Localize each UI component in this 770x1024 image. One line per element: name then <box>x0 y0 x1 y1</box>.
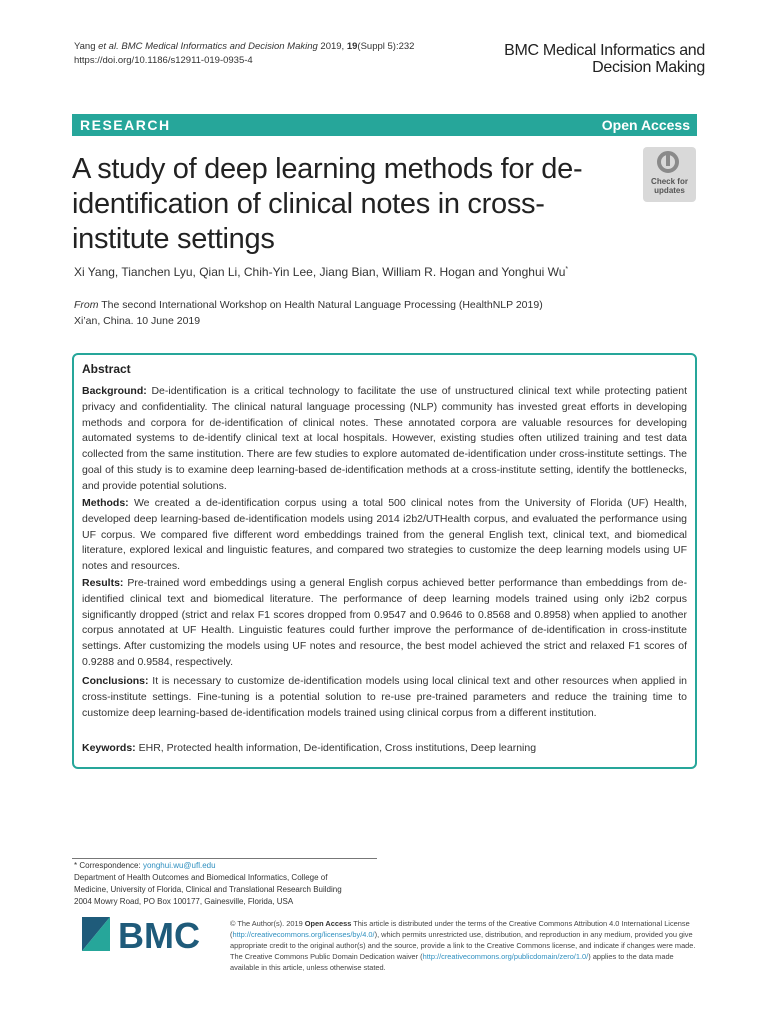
license-text <box>230 918 700 973</box>
from-text: The second International Workshop on Health Natural Language Processing (HealthNLP 2019) <box>101 299 543 311</box>
section-bar <box>72 114 697 136</box>
correspondence-block <box>74 860 394 908</box>
bookmark-flag-icon <box>666 154 670 166</box>
conclusions-text: It is necessary to customize de-identification models using local clinical text and other resources when applied in cross-institute settings. Fine-tuning is a potential solution to re-use pre-trained parameters and reduce the training time to customize deep learning-based de-identification models trained using clinical corpus from a different institution. <box>82 675 687 719</box>
citation-line <box>74 40 414 54</box>
abstract-background <box>82 384 687 495</box>
correspondence-email-link[interactable]: yonghui.wu@ufl.edu <box>142 861 216 870</box>
conclusions-label: Conclusions: <box>82 675 149 687</box>
bmc-logo-text: BMC <box>118 915 200 955</box>
abstract-keywords <box>82 741 687 757</box>
affiliation-line1: Department of Health Outcomes and Biomedical Informatics, College of <box>74 873 328 882</box>
author-list <box>74 265 568 279</box>
correspondence-label: * Correspondence: <box>74 861 141 870</box>
keywords-text: EHR, Protected health information, De-identification, Cross institutions, Deep learning <box>138 742 537 754</box>
methods-label: Methods: <box>82 497 129 509</box>
citation-issue: (Suppl 5):232 <box>357 41 415 52</box>
citation-journal: BMC Medical Informatics and Decision Making <box>121 41 318 52</box>
check-for-updates-badge[interactable] <box>643 147 696 202</box>
background-text: De-identification is a critical technology to facilitate the use of unstructured clinical text while protecting patient privacy and confidentiality. The clinical natural language processing (NLP) community has invested great efforts in developing methods and corpora for de-identification of clinical notes. These annotated corpora are valuable resources for developing automated systems to de-identify clinical text at local hospitals. However, existing studies often utilized training and test data collected from the same institution. There are few studies to explore automated de-identification under cross-institute settings. The goal of this study is to examine deep learning-based de-identification methods at a cross-institute setting, identify the bottlenecks, and provide potential solutions. <box>82 385 688 492</box>
citation-et-al: et al. <box>98 41 119 52</box>
license-copyright: © The Author(s). 2019 <box>230 919 303 928</box>
abstract-results <box>82 576 687 671</box>
affiliation-line3: 2004 Mowry Road, PO Box 100177, Gainesville, Florida, USA <box>74 897 294 906</box>
abstract-conclusions <box>82 674 687 721</box>
check-updates-line1: Check for <box>651 177 688 186</box>
background-label: Background: <box>82 385 147 397</box>
citation-block <box>74 40 414 68</box>
citation-year: 2019, <box>320 41 345 52</box>
journal-name-line2: Decision Making <box>592 59 705 76</box>
methods-text: We created a de-identification corpus using a total 500 clinical notes from the University of Florida (UF) Health, developed deep learning-based de-identification models using 2014 i2b2/UTHealth corpus, and evaluated the performance using UF corpus. We compared five different word embeddings trained from the general English text, clinical text, and biomedical literature, explored lexical and linguistic features, and compared two strategies to customize the deep learning models using UF notes and resources. <box>82 497 687 573</box>
doi-link[interactable]: https://doi.org/10.1186/s12911-019-0935-4 <box>74 55 253 66</box>
journal-name <box>490 42 705 76</box>
check-updates-line2: updates <box>654 185 685 195</box>
license-cc-by-link[interactable]: http://creativecommons.org/licenses/by/4.0/ <box>232 930 375 939</box>
license-cc-zero-link[interactable]: http://creativecommons.org/publicdomain/zero/1.0/ <box>422 952 589 961</box>
check-updates-text <box>643 178 696 195</box>
abstract-methods <box>82 496 687 575</box>
footnote-rule <box>72 858 377 859</box>
section-label: RESEARCH <box>80 117 171 133</box>
from-label: From <box>74 299 99 311</box>
license-text-part3: ) applies to the data made available in this article, unless otherwise stated. <box>230 952 674 972</box>
abstract-heading: Abstract <box>82 362 131 376</box>
results-text: Pre-trained word embeddings using a general English corpus achieved better performance than embeddings from de-identified clinical text and biomedical literature. The performance of deep learning models trained using only i2b2 corpus significantly dropped (strict and relax F1 scores dropped from 0.9547 and 0.9646 to 0.8568 and 0.8958) when applied to another corpus annotated at UF Health. Linguistic features could further improve the performance of de-identification in cross-institute settings. After customizing the models using UF notes and resource, the best model achieved the strict and relaxed F1 scores of 0.9288 and 0.9584, respectively. <box>82 577 687 668</box>
citation-authors: Yang <box>74 41 96 52</box>
keywords-label: Keywords: <box>82 742 136 754</box>
conference-note <box>74 297 594 329</box>
license-text-part1: This article is distributed under the terms of the Creative Commons Attribution 4.0 International License ( <box>230 919 690 939</box>
article-title: A study of deep learning methods for de-identification of clinical notes in cross-institute settings <box>72 153 583 255</box>
corresponding-mark: * <box>565 266 569 273</box>
journal-name-line1: BMC Medical Informatics and <box>504 42 705 59</box>
results-label: Results: <box>82 577 124 589</box>
license-text-part2: ), which permits unrestricted use, distribution, and reproduction in any medium, provided you give appropriate credit to the original author(s) and the source, provide a link to the Creative Commons license, and indicate if changes were made. The Creative Commons Public Domain Dedication waiver ( <box>230 930 696 961</box>
from-location: Xi’an, China. 10 June 2019 <box>74 315 201 327</box>
authors-names: Xi Yang, Tianchen Lyu, Qian Li, Chih-Yin Lee, Jiang Bian, William R. Hogan and Yonghui Wu <box>74 265 566 279</box>
license-open-access: Open Access <box>304 919 352 928</box>
open-access-label[interactable]: Open Access <box>601 117 690 133</box>
citation-volume: 19 <box>346 41 358 52</box>
bmc-logo <box>80 913 220 955</box>
affiliation-line2: Medicine, University of Florida, Clinical and Translational Research Building <box>74 885 342 894</box>
